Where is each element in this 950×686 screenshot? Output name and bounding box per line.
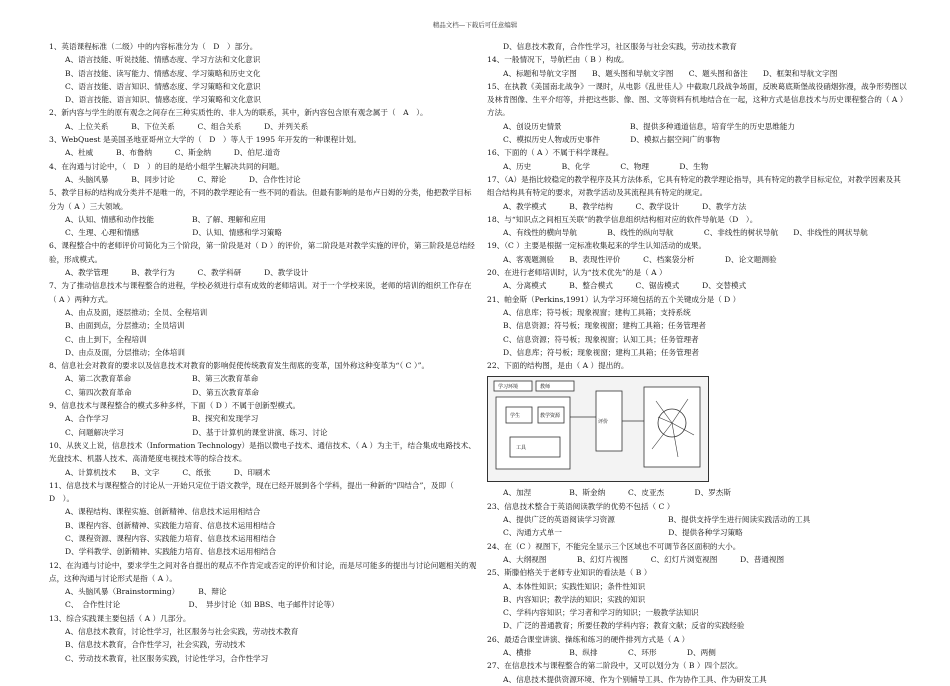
left-column [49, 40, 477, 665]
answer-option: D、广泛的普通教育；所要任教的学科内容；教育文献；反省的实践经验 [503, 621, 745, 631]
question-block [487, 633, 907, 660]
question-block [487, 486, 907, 499]
question-text: 19、（C ）主要是根据一定标准收集起来的学生认知活动的成果。 [487, 241, 707, 251]
question-block [49, 439, 477, 479]
question-text: 26、最适合课堂讲演、操练和练习的硬件排列方式是（ A ） [487, 634, 690, 644]
answer-option: A、信息技术教育，讨论性学习，社区服务与社会实践，劳动技术教育 [65, 627, 299, 637]
question-block [487, 40, 907, 53]
answer-option: A、头脑风暴（Brainstorming） B、辩论 [65, 587, 227, 597]
answer-option: A、杜威 B、布鲁纳 C、斯金纳 D、伯尼.道奇 [65, 148, 281, 158]
question-block [487, 293, 907, 359]
question-text: 5、教学目标的结构成分类并不是唯一的，不同的教学理论有一些不同的看法。但最有影响的是布卢日姆的分类，他把教学目标分为（ A ）三大领域。 [49, 188, 472, 211]
diagram-label-4: 评价 [598, 419, 609, 426]
question-text: 24、在（C ）视图下，不能完全显示三个区域也不可调节各区面积的大小。 [487, 541, 741, 551]
answer-option: C、语言技能、语言知识、情感态度、学习策略和文化意识 [65, 81, 261, 91]
question-text: 13、综合实践课主要包括（ A ）几部分。 [49, 613, 191, 623]
answer-option: A、标题和导航文字图 B、题头图和导航文字图 C、题头图和备注 D、框架和导航文字图 [503, 68, 838, 78]
question-text: 8、信息社会对教育的要求以及信息技术对教育的影响促使传统教育发生彻底的变革，国外称这种变革为“（ C ）”。 [49, 361, 430, 371]
question-text: 7、为了推动信息技术与课程整合的进程，学校必须进行卓有成效的老师培训。对于一个学校来说，老师的培训的组织工作存在（ A ）两种方式。 [49, 281, 472, 304]
question-block [49, 479, 477, 559]
diagram-label-5: 工具 [516, 445, 527, 452]
answer-option: A、分离模式 B、整合模式 C、锯齿模式 D、交替模式 [503, 281, 747, 291]
question-text: 25、斯滕伯格关于老师专业知识的看法是（ B ） [487, 568, 652, 578]
question-block [487, 80, 907, 146]
answer-option: C、劳动技术教育，社区服务实践，讨论性学习，合作性学习 [65, 653, 269, 663]
question-text: 15、在执教《美国南北战争》一课时，从电影《乱世佳人》中截取几段战争场面，反映葛底斯堡战役硝烟弥漫，战争形势图以及林肯图像、生平介绍等，并把这些影、像、图、文等资料有机地结合在一起，这种方式是信息技术与历史课程整合的（ A ）方法。 [487, 81, 907, 118]
question-block [487, 146, 907, 173]
question-block [487, 266, 907, 293]
answer-option: C、学科内容知识；学习者和学习的知识；一般教学法知识 [503, 608, 699, 618]
question-text: 22、下面的结构图，是由（ A ）提出的。 [487, 361, 629, 371]
question-block [49, 160, 477, 187]
answer-option: A、由点及面，逐层推动；全员、全程培训 [65, 307, 208, 317]
answer-option: C、课程资源、课程内容、实践能力培育、信息技术运用相结合 [65, 533, 276, 543]
answer-option: B、由面到点，分层推动；全员培训 [65, 321, 185, 331]
structure-diagram-svg [488, 377, 708, 481]
diagram-label-0: 学习环境 [498, 384, 519, 391]
answer-option: A、有线性的横向导航 B、线性的纵向导航 C、非线性的树状导航 D、非线性的网状导航 [503, 228, 868, 238]
answer-option: A、大纲视图 B、幻灯片视图 C、幻灯片浏览视图 D、普通视图 [503, 554, 785, 564]
question-text: 20、在进行老师培训时，认为“技术优先”的是（ A ） [487, 268, 667, 278]
answer-option: A、教学模式 B、教学结构 C、教学设计 D、教学方法 [503, 201, 747, 211]
question-block [487, 359, 907, 372]
answer-option: C、问题解决学习 D、基于计算机的课堂讲演、练习、讨论 [65, 427, 328, 437]
answer-option: B、信息技术教育，合作性学习，社会实践，劳动技术 [65, 640, 246, 650]
answer-option: A、创设历史情景 B、提供多种通道信息，培育学生的历史思维能力 [503, 121, 796, 131]
question-block [49, 559, 477, 612]
answer-option: C、沟通方式单一 D、提供各种学习策略 [503, 528, 743, 538]
question-block [487, 173, 907, 213]
question-block [487, 540, 907, 567]
question-block [49, 133, 477, 160]
question-text: 17、（A）是指比较稳定的教学程序及其方法体系，它具有特定的教学理论指导，具有特定的教学目标定位，对教学因素及其组合结构具有特定的要求，对教学活动及其流程具有特定的规定。 [487, 174, 901, 198]
question-text: 9、信息技术与课程整合的模式多种多样，下面（ D ）不属于创新型模式。 [49, 401, 301, 411]
diagram-label-1: 教师 [540, 384, 551, 391]
answer-option: A、上位关系 B、下位关系 C、组合关系 D、并列关系 [65, 121, 309, 131]
diagram-label-2: 学生 [510, 413, 521, 420]
question-block [49, 40, 477, 106]
question-text: 6、课程整合中的老师评价可简化为三个阶段，第一阶段是对（ D ）的评价，第二阶段是对教学实施的评价，第三阶段是总结经验，形成模式。 [49, 241, 475, 264]
answer-option: A、加涅 B、斯金纳 C、皮亚杰 D、罗杰斯 [503, 488, 731, 498]
question-block [49, 399, 477, 439]
answer-option: A、提供广泛的英语阅读学习资源 B、提供支持学生进行阅读实践活动的工具 [503, 515, 811, 525]
answer-option: D、信息库；符号板；现象视窗；建构工具箱；任务管理者 [503, 347, 699, 357]
question-block [487, 239, 907, 266]
question-text: 16、下面的（ A ）不属于科学课程。 [487, 148, 614, 158]
question-text: 21、帕金斯（Perkins,1991）认为学习环境包括的五个关键成分是（ D ） [487, 294, 741, 304]
answer-option: A、认知、情感和动作技能 B、了解、理解和应用 [65, 214, 266, 224]
answer-option: C、第四次教育革命 D、第五次教育革命 [65, 387, 260, 397]
question-block [49, 612, 477, 665]
answer-option: C、模拟历史人物或历史事件 D、模拟占据空间广的事物 [503, 135, 720, 145]
answer-option: A、第二次教育革命 B、第三次教育革命 [65, 374, 259, 384]
question-block [49, 279, 477, 359]
question-block [487, 213, 907, 240]
question-text: 3、WebQuest 是美国圣地亚哥州立大学的（ D ）等人于 1995 年开发的一种课程计划。 [49, 135, 361, 145]
question-block [487, 659, 907, 686]
answer-option: C、生理、心理和情感 D、认知、情感和学习策略 [65, 228, 282, 238]
question-block [487, 500, 907, 540]
page-header: 精品文档—下载后可任意编辑 [432, 21, 518, 29]
question-text: 12、在沟通与讨论中，要求学生之间对各自提出的观点不作肯定或否定的评价和讨论，而是尽可能多的提出与讨论问题相关的观点，这种沟通与讨论形式是指（ A ）。 [49, 560, 477, 583]
question-text: 23、信息技术整合于英语阅读教学的优势不包括（ C ） [487, 501, 675, 511]
question-block [487, 53, 907, 80]
answer-option: B、信息资源；符号板；现象视窗；建构工具箱；任务管理者 [503, 321, 707, 331]
question-block [49, 106, 477, 133]
question-block [49, 359, 477, 399]
structure-diagram [487, 376, 709, 482]
answer-option: D、语言技能、语言知识、情感态度、学习策略和文化意识 [65, 95, 261, 105]
answer-option: A、本体性知识；实践性知识；条件性知识 [503, 581, 646, 591]
question-block [49, 186, 477, 239]
question-text: 10、从狭义上说，信息技术（Information Technology）是指以微电子技术、通信技术、（ A ）为主干，结合集成电路技术、光盘技术、机器人技术、高清楚度电视技术等的综合技术。 [49, 440, 476, 464]
answer-option: C、由上到下，全程培训 [65, 334, 147, 344]
question-text: 1、英语课程标准（二级）中的内容标准分为（ D ）部分。 [49, 42, 258, 51]
answer-option: D、学科教学、创新精神、实践能力培育、信息技术运用相结合 [65, 547, 277, 557]
question-block [49, 239, 477, 279]
answer-option: C、 合作性讨论 D、 异步讨论（如 BBS、电子邮件讨论等） [65, 600, 339, 610]
answer-option: C、信息资源；符号板；现象视窗；认知工具；任务管理者 [503, 334, 699, 344]
answer-option: B、内容知识；教学法的知识；实践的知识 [503, 594, 646, 604]
question-text: 4、在沟通与讨论中，（ D ）的目的是给小组学生解决共同的问题。 [49, 161, 284, 171]
question-block [487, 566, 907, 632]
right-bottom-questions [487, 486, 907, 685]
answer-option: D、由点及面，分层推动；全体培训 [65, 347, 185, 357]
diagram-label-3: 教学资源 [540, 413, 561, 420]
answer-option: A、客观题测验 B、表现性评价 C、档案袋分析 D、论文题测验 [503, 254, 777, 264]
answer-option: A、课程结构、课程实施、创新精神、信息技术运用相结合 [65, 507, 261, 517]
answer-option: A、头脑风暴 B、同步讨论 C、辩论 D、合作性讨论 [65, 174, 301, 184]
answer-option: B、课程内容、创新精神、实践能力培育、信息技术运用相结合 [65, 520, 276, 530]
answer-option: A、合作学习 B、探究和发现学习 [65, 414, 259, 424]
question-text: 18、与“知识点之间相互关联”的教学信息组织结构相对应的软件导航是（D ）。 [487, 214, 758, 224]
right-top-questions [487, 40, 907, 372]
answer-option: B、语言技能、读写能力、情感态度、学习策略和历史文化 [65, 68, 261, 78]
answer-option: A、教学管理 B、教学行为 C、教学科研 D、教学设计 [65, 268, 309, 278]
question-text: 27、在信息技术与课程整合的第二阶段中，又可以划分为（ B ）四个层次。 [487, 661, 743, 671]
answer-option: A、横排 B、纵排 C、环形 D、两侧 [503, 647, 716, 657]
answer-option: A、计算机技术 B、文字 C、纸张 D、印刷术 [65, 467, 271, 477]
answer-option: A、信息库；符号板；现象视窗；建构工具箱；支持系统 [503, 307, 691, 317]
answer-option: A、信息技术提供资源环境、作为个别辅导工具、作为协作工具、作为研发工具 [503, 674, 767, 684]
question-text: 2、新内容与学生的原有观念之间存在三种实质性的、非人为的联系，其中，新内容包含原有观念属于（ A ）。 [49, 108, 428, 118]
answer-option: A、历史 B、化学 C、物理 D、生物 [503, 161, 709, 171]
question-text: 14、一般情况下，导航栏由（ B ）构成。 [487, 55, 629, 65]
answer-option: D、信息技术教育，合作性学习，社区服务与社会实践，劳动技术教育 [503, 42, 737, 51]
question-text: 11、信息技术与课程整合的讨论从一开始只定位于语文教学，现在已经开展到各个学科，提出一种新的“四结合”，及即（ D ）。 [49, 480, 462, 504]
right-column [487, 40, 907, 686]
answer-option: A、语言技能、听说技能、情感态度、学习方法和文化意识 [65, 55, 261, 65]
